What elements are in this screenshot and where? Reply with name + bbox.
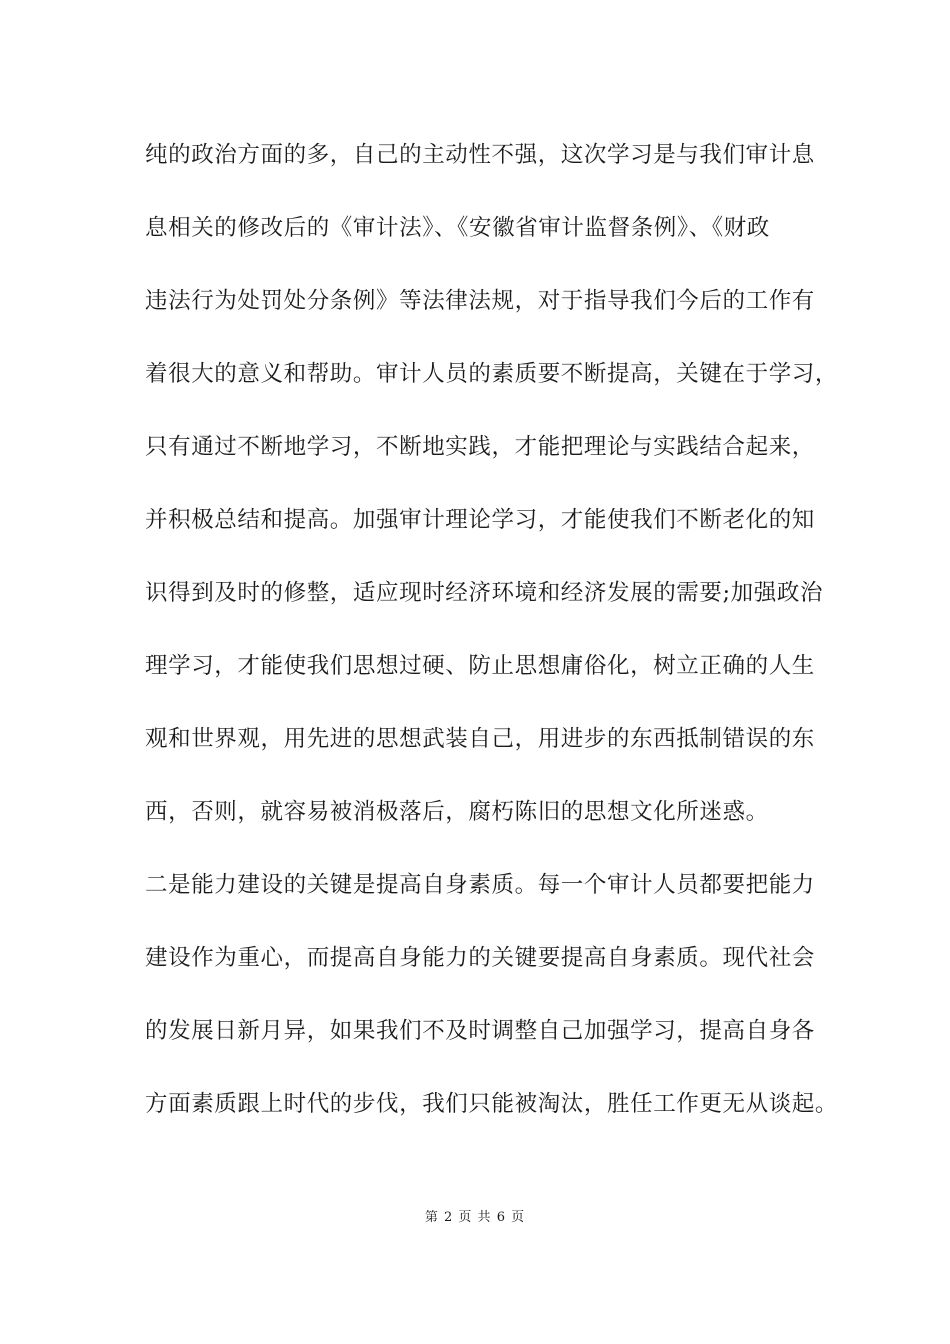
- text-line: 只有通过不断地学习，不断地实践，才能把理论与实践结合起来，: [145, 434, 815, 460]
- text-line: 的发展日新月异，如果我们不及时调整自己加强学习，提高自身各: [145, 1018, 815, 1044]
- text-line: 方面素质跟上时代的步伐，我们只能被淘汰，胜任工作更无从谈起。: [145, 1091, 839, 1117]
- text-line: 西，否则，就容易被消极落后，腐朽陈旧的思想文化所迷惑。: [145, 799, 769, 825]
- text-line: 识得到及时的修整，适应现时经济环境和经济发展的需要;加强政治: [145, 580, 824, 606]
- text-line: 观和世界观，用先进的思想武装自己，用进步的东西抵制错误的东: [145, 726, 815, 752]
- text-line: 建设作为重心，而提高自身能力的关键要提高自身素质。现代社会: [145, 945, 815, 971]
- text-line: 理学习，才能使我们思想过硬、防止思想庸俗化，树立正确的人生: [145, 653, 815, 679]
- text-line: 违法行为处罚处分条例》等法律法规，对于指导我们今后的工作有: [145, 288, 815, 314]
- page-number-footer: 第 2 页 共 6 页: [424, 1210, 526, 1225]
- text-line: 着很大的意义和帮助。审计人员的素质要不断提高，关键在于学习，: [145, 361, 839, 387]
- text-line: 纯的政治方面的多，自己的主动性不强，这次学习是与我们审计息: [145, 142, 815, 168]
- text-line: 息相关的修改后的《审计法》、《安徽省审计监督条例》、《财政: [145, 215, 770, 241]
- text-line: 并积极总结和提高。加强审计理论学习，才能使我们不断老化的知: [145, 507, 815, 533]
- text-line: 二是能力建设的关键是提高自身素质。每一个审计人员都要把能力: [145, 872, 815, 898]
